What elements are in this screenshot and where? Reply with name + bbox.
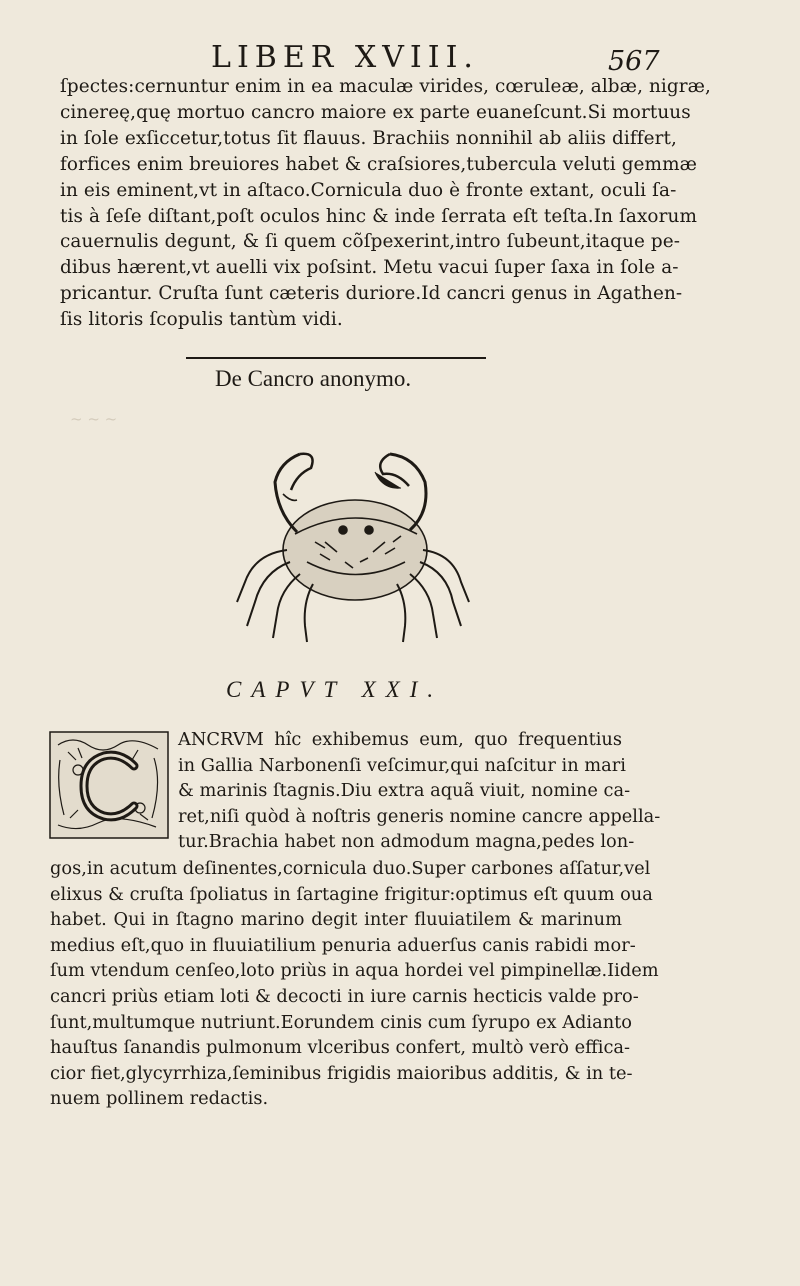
text-line: medius eſt,quo in fluuiatilium penuria aduerſus canis rabidi mor-: [50, 934, 636, 956]
text-line: gos,in acutum deſinentes,cornicula duo.Super carbones aſſatur,vel: [50, 858, 651, 879]
text-line: ANCRVM hîc exhibemus eum, quo frequentius: [178, 729, 622, 750]
text-line: ſum vtendum cenſeo,loto priùs in aqua hordei vel pimpinellæ.Iidem: [50, 960, 659, 982]
title-rule: [186, 357, 486, 359]
text-line: nuem pollinem redactis.: [50, 1088, 269, 1110]
text-line: in ſole exſiccetur,totus ſit flauus. Brachiis nonnihil ab aliis differt,: [60, 127, 677, 149]
text-line: cancri priùs etiam loti & decocti in iure carnis hecticis valde pro-: [50, 985, 639, 1007]
text-line: tur.Brachia habet non admodum magna,pedes lon-: [178, 831, 635, 853]
folio-number: 567: [608, 46, 660, 77]
text-line: in Gallia Narbonenſi veſcimur,qui naſcitur in mari: [178, 754, 626, 776]
text-line: tis à ſeſe diſtant,poſt oculos hinc & inde ſerrata eſt teſta.In ſaxorum: [60, 205, 697, 227]
running-head: LIBER XVIII.: [211, 40, 479, 75]
crab-illustration: [225, 442, 480, 650]
text-line: in eis eminent,vt in aſtaco.Cornicula duo è fronte extant, oculi ſa-: [60, 179, 677, 201]
text-line: hauſtus ſanandis pulmonum vlceribus confert, multò verò effica-: [50, 1037, 631, 1059]
text-line: cinereę,quę mortuo cancro maiore ex parte euaneſcunt.Si mortuus: [60, 101, 691, 123]
upper-text-block: [60, 74, 711, 333]
chapter-text-beside-initial: [178, 727, 661, 855]
text-line: elixus & cruſta ſpoliatus in ſartagine frigitur:optimus eſt quum oua: [50, 883, 653, 905]
text-line: ſpectes:cernuntur enim in ea maculæ virides, cœruleæ, albæ, nigræ,: [60, 76, 711, 97]
text-line: pricantur. Cruſta ſunt cæteris duriore.Id cancri genus in Agathen-: [60, 283, 683, 305]
text-line: habet. Qui in ſtagno marino degit inter fluuiatilem & marinum: [50, 909, 622, 931]
bleed-through: ~ ~ ~: [70, 410, 118, 428]
chapter-text-body: [50, 856, 659, 1112]
text-line: ſunt,multumque nutriunt.Eorundem cinis cum ſyrupo ex Adianto: [50, 1011, 633, 1033]
text-line: dibus hærent,vt auelli vix poſsint. Metu vacui ſuper ſaxa in ſole a-: [60, 257, 679, 279]
text-line: forfices enim breuiores habet & craſsiores,tubercula veluti gemmæ: [60, 153, 698, 175]
decorated-initial-c: [48, 730, 170, 840]
text-line: cior fiet,glycyrrhiza,ſeminibus frigidis maioribus additis, & in te-: [50, 1062, 633, 1084]
text-line: ret,niſi quòd à noſtris generis nomine cancre appella-: [178, 805, 661, 827]
section-title: De Cancro anonymo.: [215, 366, 412, 391]
text-line: ſis litoris ſcopulis tantùm vidi.: [60, 309, 343, 331]
text-line: & marinis ſtagnis.Diu extra aquã viuit, nomine ca-: [178, 780, 631, 802]
chapter-heading: CAPVT XXI.: [226, 677, 444, 702]
text-line: cauernulis degunt, & ſi quem cõſpexerint,intro ſubeunt,itaque pe-: [60, 231, 681, 253]
